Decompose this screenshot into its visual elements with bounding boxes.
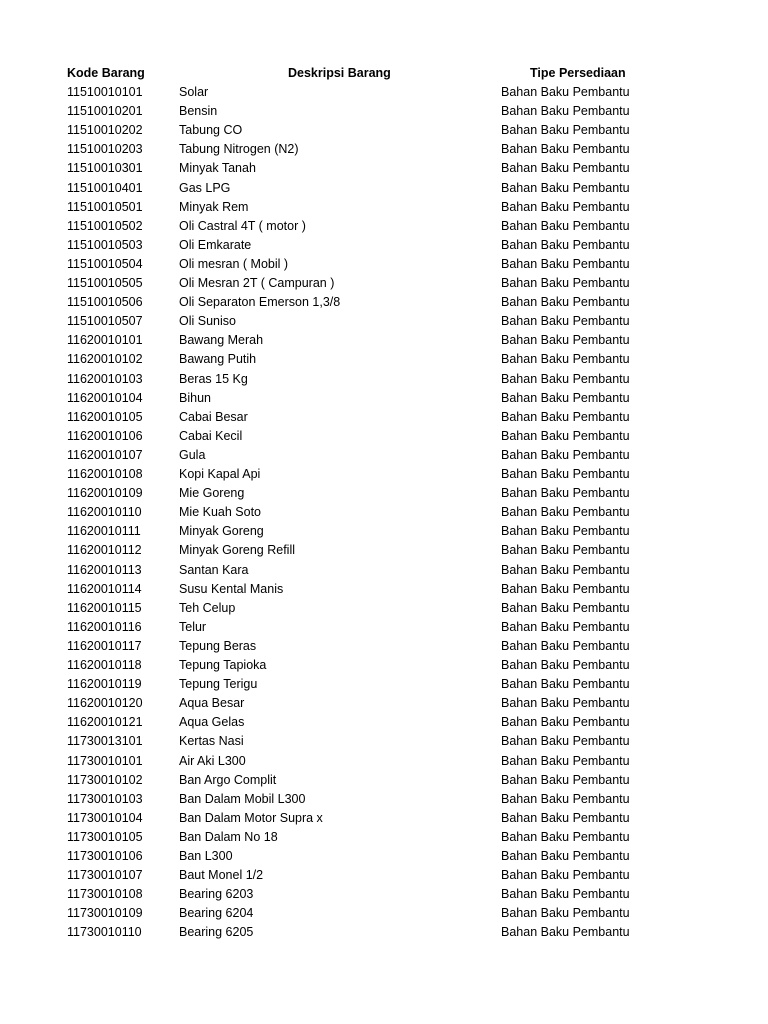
- table-row: [0, 102, 768, 121]
- cell-kode-barang: 11510010504: [67, 256, 143, 271]
- cell-tipe-persediaan: Bahan Baku Pembantu: [501, 409, 630, 424]
- table-row: [0, 541, 768, 560]
- table-row: [0, 274, 768, 293]
- table-row: [0, 694, 768, 713]
- cell-deskripsi-barang: Oli Suniso: [179, 314, 236, 329]
- cell-kode-barang: 11620010109: [67, 486, 143, 501]
- cell-deskripsi-barang: Kopi Kapal Api: [179, 467, 261, 481]
- cell-kode-barang: 11620010110: [67, 505, 142, 520]
- cell-tipe-persediaan: Bahan Baku Pembantu: [501, 562, 630, 577]
- cell-tipe-persediaan: Bahan Baku Pembantu: [501, 142, 630, 157]
- cell-deskripsi-barang: Baut Monel 1/2: [179, 868, 264, 883]
- table-row: [0, 522, 768, 541]
- cell-deskripsi-barang: Bawang Putih: [179, 352, 257, 367]
- table-row: [0, 427, 768, 446]
- cell-kode-barang: 11620010121: [67, 715, 143, 730]
- table-row: [0, 828, 768, 847]
- header-deskripsi-barang: Deskripsi Barang: [288, 66, 391, 80]
- cell-kode-barang: 11730010110: [67, 925, 142, 940]
- cell-deskripsi-barang: Bearing 6203: [179, 887, 254, 902]
- cell-tipe-persediaan: Bahan Baku Pembantu: [501, 887, 630, 902]
- cell-tipe-persediaan: Bahan Baku Pembantu: [501, 199, 630, 214]
- cell-deskripsi-barang: Ban Dalam Mobil L300: [179, 791, 306, 806]
- table-row: [0, 255, 768, 274]
- cell-tipe-persediaan: Bahan Baku Pembantu: [501, 428, 630, 443]
- cell-deskripsi-barang: Minyak Tanah: [179, 161, 256, 176]
- cell-deskripsi-barang: Oli Mesran 2T ( Campuran ): [179, 276, 335, 290]
- table-row: [0, 637, 768, 656]
- cell-kode-barang: 11730010105: [67, 829, 143, 844]
- cell-tipe-persediaan: Bahan Baku Pembantu: [501, 524, 630, 539]
- cell-tipe-persediaan: Bahan Baku Pembantu: [501, 734, 630, 749]
- table-row: [0, 847, 768, 866]
- cell-tipe-persediaan: Bahan Baku Pembantu: [501, 619, 630, 634]
- cell-deskripsi-barang: Oli mesran ( Mobil ): [179, 256, 289, 271]
- cell-tipe-persediaan: Bahan Baku Pembantu: [501, 581, 630, 596]
- cell-deskripsi-barang: Mie Kuah Soto: [179, 505, 261, 520]
- table-row: [0, 179, 768, 198]
- cell-kode-barang: 11620010108: [67, 467, 143, 481]
- table-row: [0, 675, 768, 694]
- cell-deskripsi-barang: Bensin: [179, 104, 218, 119]
- table-row: [0, 293, 768, 312]
- table-row: [0, 408, 768, 427]
- cell-deskripsi-barang: Kertas Nasi: [179, 734, 244, 749]
- cell-kode-barang: 11620010113: [67, 562, 142, 577]
- cell-tipe-persediaan: Bahan Baku Pembantu: [501, 772, 630, 787]
- cell-deskripsi-barang: Minyak Goreng: [179, 524, 264, 539]
- cell-kode-barang: 11510010301: [67, 161, 143, 176]
- cell-kode-barang: 11620010111: [67, 524, 141, 539]
- cell-tipe-persediaan: Bahan Baku Pembantu: [501, 218, 630, 233]
- cell-deskripsi-barang: Oli Separaton Emerson 1,3/8: [179, 295, 341, 310]
- cell-tipe-persediaan: Bahan Baku Pembantu: [501, 658, 630, 672]
- cell-kode-barang: 11510010503: [67, 237, 143, 252]
- cell-kode-barang: 11620010106: [67, 428, 143, 443]
- cell-tipe-persediaan: Bahan Baku Pembantu: [501, 123, 630, 138]
- cell-kode-barang: 11730013101: [67, 734, 143, 749]
- cell-kode-barang: 11620010103: [67, 371, 143, 386]
- cell-tipe-persediaan: Bahan Baku Pembantu: [501, 256, 630, 271]
- cell-tipe-persediaan: Bahan Baku Pembantu: [501, 505, 630, 520]
- cell-deskripsi-barang: Mie Goreng: [179, 486, 245, 501]
- table-row: [0, 121, 768, 140]
- cell-deskripsi-barang: Ban Dalam Motor Supra x: [179, 810, 323, 825]
- cell-tipe-persediaan: Bahan Baku Pembantu: [501, 829, 630, 844]
- cell-deskripsi-barang: Ban Dalam No 18: [179, 829, 278, 844]
- cell-kode-barang: 11620010101: [67, 333, 143, 348]
- cell-deskripsi-barang: Tepung Terigu: [179, 677, 258, 692]
- table-row: [0, 866, 768, 885]
- cell-tipe-persediaan: Bahan Baku Pembantu: [501, 237, 630, 252]
- cell-deskripsi-barang: Ban Argo Complit: [179, 772, 277, 787]
- table-row: [0, 140, 768, 159]
- cell-deskripsi-barang: Bawang Merah: [179, 333, 264, 348]
- cell-tipe-persediaan: Bahan Baku Pembantu: [501, 314, 630, 329]
- table-row: [0, 446, 768, 465]
- table-row: [0, 771, 768, 790]
- table-row: [0, 885, 768, 904]
- cell-tipe-persediaan: Bahan Baku Pembantu: [501, 543, 630, 558]
- cell-tipe-persediaan: Bahan Baku Pembantu: [501, 925, 630, 940]
- cell-deskripsi-barang: Gula: [179, 447, 206, 462]
- cell-kode-barang: 11620010116: [67, 619, 142, 634]
- cell-tipe-persediaan: Bahan Baku Pembantu: [501, 295, 630, 310]
- cell-tipe-persediaan: Bahan Baku Pembantu: [501, 371, 630, 386]
- cell-kode-barang: 11620010119: [67, 677, 142, 692]
- cell-tipe-persediaan: Bahan Baku Pembantu: [501, 849, 630, 863]
- cell-tipe-persediaan: Bahan Baku Pembantu: [501, 352, 630, 367]
- cell-deskripsi-barang: Aqua Besar: [179, 696, 245, 711]
- table-row: [0, 236, 768, 255]
- cell-tipe-persediaan: Bahan Baku Pembantu: [501, 467, 630, 481]
- cell-deskripsi-barang: Bearing 6205: [179, 925, 254, 940]
- cell-deskripsi-barang: Tabung Nitrogen (N2): [179, 142, 299, 157]
- cell-tipe-persediaan: Bahan Baku Pembantu: [501, 333, 630, 348]
- cell-tipe-persediaan: Bahan Baku Pembantu: [501, 906, 630, 921]
- table-row: [0, 331, 768, 350]
- cell-deskripsi-barang: Aqua Gelas: [179, 715, 245, 730]
- table-row: [0, 923, 768, 942]
- cell-kode-barang: 11510010101: [67, 85, 143, 99]
- cell-deskripsi-barang: Oli Castral 4T ( motor ): [179, 218, 306, 233]
- table-row: [0, 732, 768, 751]
- cell-deskripsi-barang: Bearing 6204: [179, 906, 254, 921]
- cell-kode-barang: 11730010108: [67, 887, 143, 902]
- cell-kode-barang: 11620010105: [67, 409, 143, 424]
- table-row: [0, 159, 768, 178]
- table-row: [0, 790, 768, 809]
- cell-deskripsi-barang: Minyak Rem: [179, 199, 249, 214]
- cell-deskripsi-barang: Tepung Tapioka: [179, 658, 267, 672]
- table-row: [0, 83, 768, 102]
- cell-kode-barang: 11510010501: [67, 199, 143, 214]
- cell-kode-barang: 11730010107: [67, 868, 143, 883]
- cell-tipe-persediaan: Bahan Baku Pembantu: [501, 390, 630, 405]
- table-row: [0, 656, 768, 675]
- cell-deskripsi-barang: Cabai Besar: [179, 409, 248, 424]
- table-row: [0, 198, 768, 217]
- header-kode-barang: Kode Barang: [67, 66, 145, 80]
- table-row: [0, 618, 768, 637]
- cell-kode-barang: 11510010401: [67, 180, 143, 195]
- cell-deskripsi-barang: Gas LPG: [179, 180, 231, 195]
- cell-kode-barang: 11510010506: [67, 295, 143, 310]
- cell-kode-barang: 11620010120: [67, 696, 143, 711]
- cell-tipe-persediaan: Bahan Baku Pembantu: [501, 180, 630, 195]
- cell-tipe-persediaan: Bahan Baku Pembantu: [501, 810, 630, 825]
- cell-deskripsi-barang: Oli Emkarate: [179, 237, 252, 252]
- cell-deskripsi-barang: Solar: [179, 85, 209, 99]
- cell-tipe-persediaan: Bahan Baku Pembantu: [501, 85, 630, 99]
- cell-deskripsi-barang: Tabung CO: [179, 123, 243, 138]
- table-row: [0, 599, 768, 618]
- cell-tipe-persediaan: Bahan Baku Pembantu: [501, 161, 630, 176]
- cell-deskripsi-barang: Santan Kara: [179, 562, 249, 577]
- table-header-row: [0, 64, 768, 83]
- cell-kode-barang: 11620010104: [67, 390, 143, 405]
- cell-tipe-persediaan: Bahan Baku Pembantu: [501, 715, 630, 730]
- cell-tipe-persediaan: Bahan Baku Pembantu: [501, 868, 630, 883]
- table-row: [0, 312, 768, 331]
- table-row: [0, 580, 768, 599]
- cell-tipe-persediaan: Bahan Baku Pembantu: [501, 486, 630, 501]
- cell-kode-barang: 11730010103: [67, 791, 143, 806]
- table-row: [0, 904, 768, 923]
- cell-deskripsi-barang: Tepung Beras: [179, 638, 257, 653]
- table-row: [0, 389, 768, 408]
- table-row: [0, 484, 768, 503]
- cell-tipe-persediaan: Bahan Baku Pembantu: [501, 696, 630, 711]
- table-row: [0, 752, 768, 771]
- cell-kode-barang: 11730010106: [67, 849, 143, 863]
- cell-kode-barang: 11620010114: [67, 581, 142, 596]
- cell-deskripsi-barang: Susu Kental Manis: [179, 581, 284, 596]
- cell-kode-barang: 11620010115: [67, 600, 142, 615]
- cell-deskripsi-barang: Minyak Goreng Refill: [179, 543, 296, 558]
- table-row: [0, 217, 768, 236]
- table-row: [0, 561, 768, 580]
- cell-deskripsi-barang: Cabai Kecil: [179, 428, 243, 443]
- cell-kode-barang: 11510010507: [67, 314, 143, 329]
- cell-kode-barang: 11510010502: [67, 218, 143, 233]
- cell-kode-barang: 11730010101: [67, 753, 143, 768]
- cell-tipe-persediaan: Bahan Baku Pembantu: [501, 677, 630, 692]
- cell-kode-barang: 11730010102: [67, 772, 143, 787]
- cell-deskripsi-barang: Bihun: [179, 390, 211, 405]
- cell-kode-barang: 11510010505: [67, 276, 143, 290]
- cell-kode-barang: 11510010202: [67, 123, 143, 138]
- cell-deskripsi-barang: Beras 15 Kg: [179, 371, 248, 386]
- cell-kode-barang: 11620010117: [67, 638, 142, 653]
- header-tipe-persediaan: Tipe Persediaan: [530, 66, 626, 80]
- cell-tipe-persediaan: Bahan Baku Pembantu: [501, 753, 630, 768]
- cell-deskripsi-barang: Air Aki L300: [179, 753, 246, 768]
- cell-deskripsi-barang: Ban L300: [179, 849, 233, 863]
- cell-deskripsi-barang: Teh Celup: [179, 600, 236, 615]
- cell-kode-barang: 11620010102: [67, 352, 143, 367]
- cell-deskripsi-barang: Telur: [179, 619, 207, 634]
- cell-tipe-persediaan: Bahan Baku Pembantu: [501, 104, 630, 119]
- cell-tipe-persediaan: Bahan Baku Pembantu: [501, 638, 630, 653]
- table-row: [0, 370, 768, 389]
- cell-tipe-persediaan: Bahan Baku Pembantu: [501, 600, 630, 615]
- cell-kode-barang: 11620010112: [67, 543, 142, 558]
- table-row: [0, 809, 768, 828]
- table-row: [0, 503, 768, 522]
- cell-tipe-persediaan: Bahan Baku Pembantu: [501, 276, 630, 290]
- cell-kode-barang: 11510010201: [67, 104, 143, 119]
- table-row: [0, 713, 768, 732]
- cell-tipe-persediaan: Bahan Baku Pembantu: [501, 791, 630, 806]
- cell-kode-barang: 11730010109: [67, 906, 143, 921]
- cell-kode-barang: 11510010203: [67, 142, 143, 157]
- cell-kode-barang: 11730010104: [67, 810, 143, 825]
- cell-kode-barang: 11620010118: [67, 658, 142, 672]
- table-row: [0, 350, 768, 369]
- cell-tipe-persediaan: Bahan Baku Pembantu: [501, 447, 630, 462]
- table-row: [0, 465, 768, 484]
- cell-kode-barang: 11620010107: [67, 447, 143, 462]
